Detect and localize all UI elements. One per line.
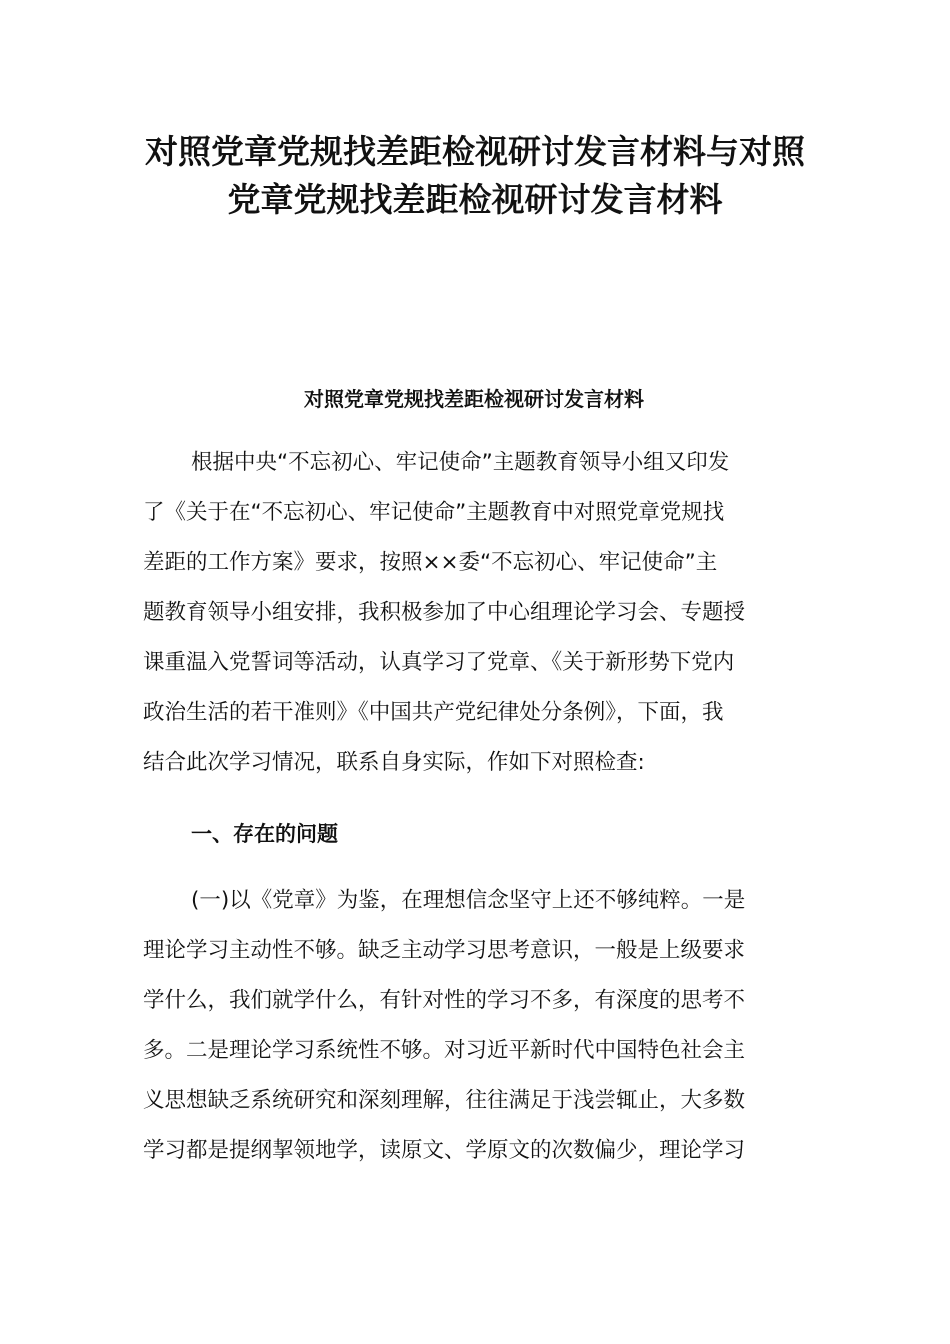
document-subtitle: 对照党章党规找差距检视研讨发言材料 <box>304 387 644 411</box>
paragraph-2-line: 多。二是理论学习系统性不够。对习近平新时代中国特色社会主 <box>143 1038 746 1063</box>
paragraph-2 <box>143 876 805 1176</box>
document-title-line-1: 对照党章党规找差距检视研讨发言材料与对照 <box>145 132 805 171</box>
section-heading: 一、存在的问题 <box>191 822 338 846</box>
document-title-line-2: 党章党规找差距检视研讨发言材料 <box>227 180 723 219</box>
paragraph-2-line: 学什么，我们就学什么，有针对性的学习不多，有深度的思考不 <box>143 988 746 1013</box>
paragraph-1-line: 题教育领导小组安排，我积极参加了中心组理论学习会、专题授 <box>143 600 746 625</box>
document-title <box>120 128 830 224</box>
paragraph-2-line: 义思想缺乏系统研究和深刻理解，往往满足于浅尝辄止，大多数 <box>143 1088 746 1113</box>
paragraph-1 <box>143 438 805 788</box>
paragraph-1-line: 根据中央“不忘初心、牢记使命”主题教育领导小组又印发 <box>191 450 730 475</box>
paragraph-1-line: 了《关于在“不忘初心、牢记使命”主题教育中对照党章党规找 <box>143 500 725 525</box>
paragraph-2-line: 学习都是提纲挈领地学，读原文、学原文的次数偏少，理论学习 <box>143 1138 746 1163</box>
paragraph-1-line: 差距的工作方案》要求，按照××委“不忘初心、牢记使命”主 <box>143 550 718 575</box>
paragraph-2-line: (一)以《党章》为鉴，在理想信念坚守上还不够纯粹。一是 <box>191 888 746 913</box>
paragraph-1-line: 结合此次学习情况，联系自身实际，作如下对照检查: <box>143 750 645 775</box>
paragraph-1-line: 政治生活的若干准则》《中国共产党纪律处分条例》，下面，我 <box>143 700 724 725</box>
paragraph-1-line: 课重温入党誓词等活动，认真学习了党章、《关于新形势下党内 <box>143 650 735 675</box>
paragraph-2-line: 理论学习主动性不够。缺乏主动学习思考意识，一般是上级要求 <box>143 938 746 963</box>
